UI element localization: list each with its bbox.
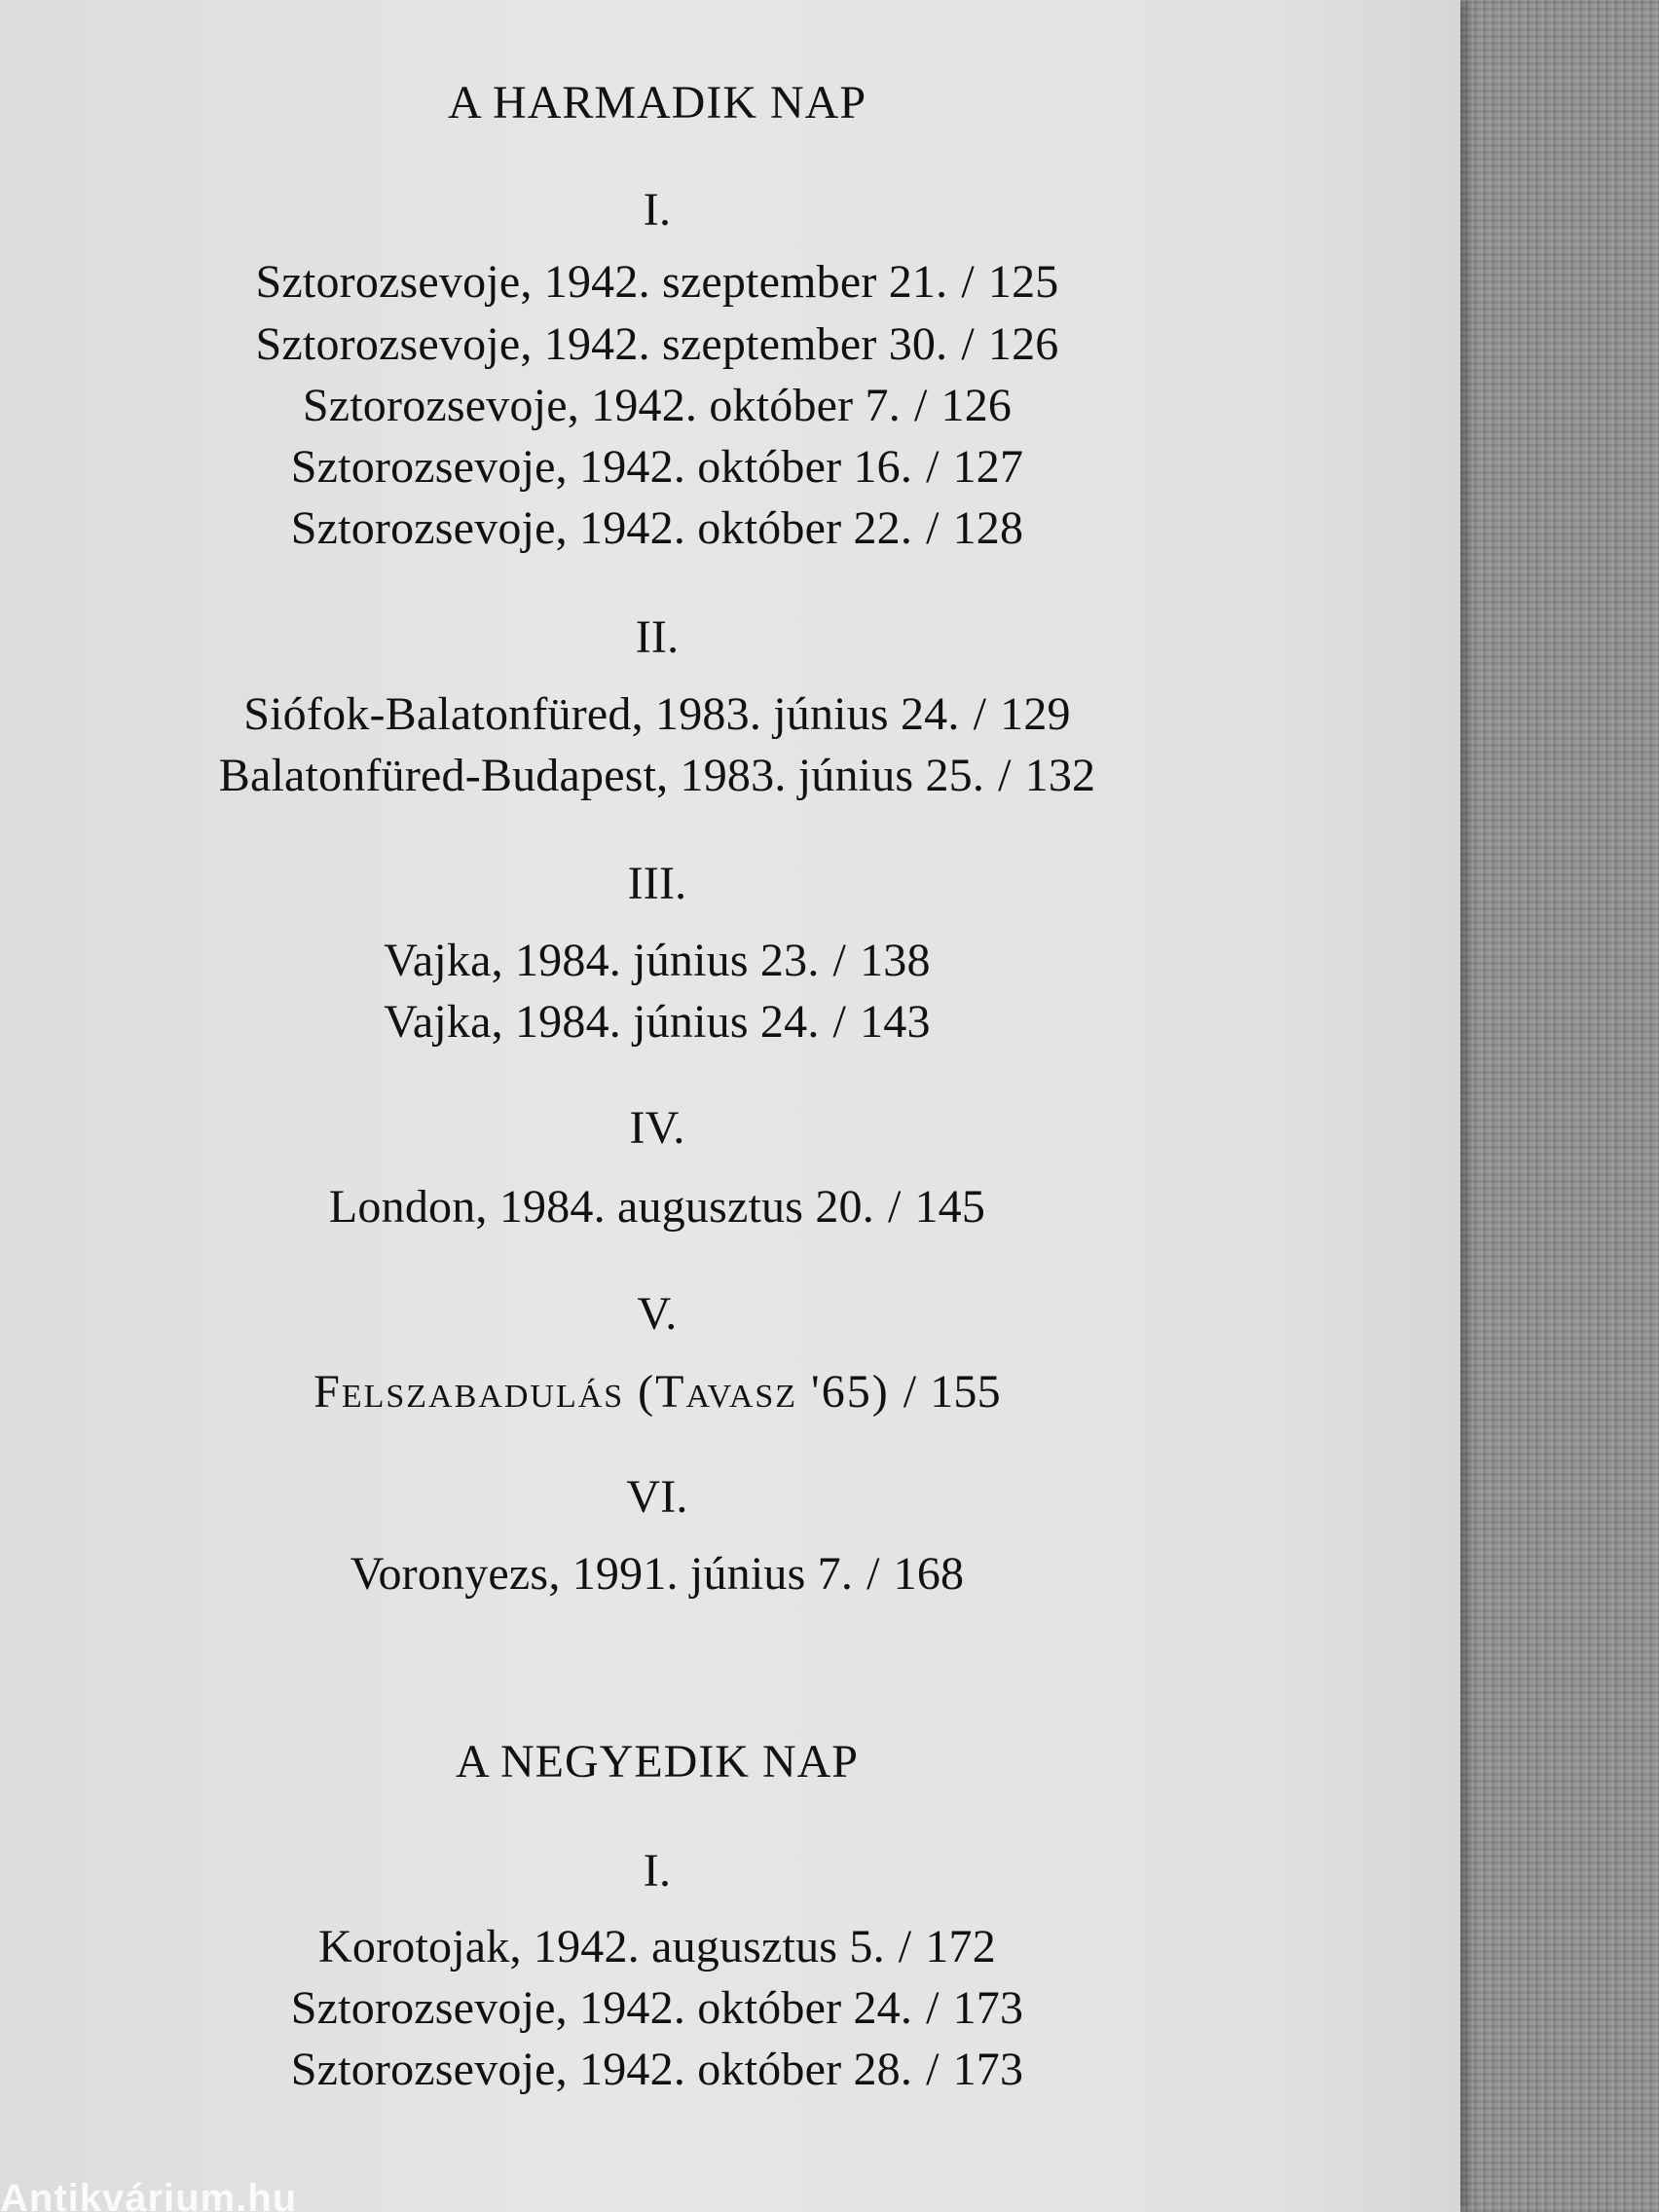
toc-entry[interactable] (0, 440, 1314, 494)
section-title-harmadik: A HARMADIK NAP (447, 77, 867, 129)
entry-text: Sztorozsevoje, 1942. október 7. (302, 380, 901, 431)
entry-page: 172 (925, 1921, 996, 1972)
entry-text: London, 1984. augusztus 20. (328, 1181, 874, 1233)
separator: / (961, 318, 975, 370)
toc-entry[interactable] (0, 934, 1314, 987)
separator: / (887, 1181, 902, 1233)
toc-entry[interactable] (0, 1180, 1314, 1234)
entry-text: Balatonfüred-Budapest, 1983. június 25. (218, 750, 985, 801)
group-iv-numeral: IV. (629, 1102, 685, 1154)
separator: / (903, 1366, 917, 1418)
toc-entry[interactable] (0, 1920, 1314, 1973)
entry-text: Felszabadulás (Tavasz '65) (313, 1366, 890, 1418)
entry-text: Sztorozsevoje, 1942. október 16. (290, 441, 913, 493)
toc-entry[interactable] (0, 749, 1314, 802)
separator: / (832, 996, 847, 1048)
entry-text: Siófok-Balatonfüred, 1983. június 24. (243, 688, 960, 740)
group-iii-numeral: III. (627, 858, 687, 909)
section-title-negyedik: A NEGYEDIK NAP (456, 1736, 859, 1788)
entry-page: 145 (914, 1181, 986, 1233)
toc-entry[interactable] (0, 1981, 1314, 2035)
entry-page: 132 (1024, 750, 1096, 801)
entry-page: 126 (940, 380, 1013, 431)
entry-page: 173 (952, 2044, 1024, 2095)
entry-page: 128 (952, 502, 1024, 554)
entry-text: Vajka, 1984. június 23. (384, 935, 820, 986)
separator: / (926, 1982, 940, 2034)
group-ii-numeral: II. (635, 611, 680, 663)
separator: / (998, 750, 1012, 801)
entry-page: 138 (860, 935, 931, 986)
entry-text: Sztorozsevoje, 1942. október 22. (290, 502, 913, 554)
separator: / (926, 441, 940, 493)
entry-page: 129 (1000, 688, 1071, 740)
entry-text: Vajka, 1984. június 24. (384, 996, 820, 1048)
group-v-numeral: V. (637, 1288, 678, 1340)
watermark-logo: Antikvárium.hu (0, 2177, 298, 2212)
toc-entry[interactable] (0, 317, 1314, 371)
group-i-numeral: I. (643, 184, 672, 236)
group-i-numeral-2: I. (643, 1845, 672, 1897)
entry-text: Voronyezs, 1991. június 7. (350, 1548, 854, 1600)
toc-entry[interactable] (0, 687, 1314, 741)
toc-entry[interactable] (0, 1365, 1314, 1419)
separator: / (898, 1921, 912, 1972)
separator: / (973, 688, 987, 740)
entry-text: Sztorozsevoje, 1942. szeptember 30. (255, 318, 948, 370)
toc-entry[interactable] (0, 2043, 1314, 2096)
entry-text: Sztorozsevoje, 1942. szeptember 21. (255, 256, 948, 308)
entry-page: 125 (987, 256, 1059, 308)
entry-text: Sztorozsevoje, 1942. október 28. (290, 2044, 913, 2095)
entry-text: Sztorozsevoje, 1942. október 24. (290, 1982, 913, 2034)
entry-page: 143 (860, 996, 931, 1048)
separator: / (913, 380, 928, 431)
entry-page: 126 (987, 318, 1059, 370)
separator: / (832, 935, 847, 986)
separator: / (961, 256, 975, 308)
entry-page: 155 (930, 1366, 1001, 1418)
toc-entry[interactable] (0, 255, 1314, 309)
entry-text: Korotojak, 1942. augusztus 5. (318, 1921, 885, 1972)
toc-entry[interactable] (0, 379, 1314, 432)
entry-page: 173 (952, 1982, 1024, 2034)
separator: / (866, 1548, 880, 1600)
entry-page: 127 (952, 441, 1024, 493)
separator: / (926, 502, 940, 554)
toc-entry[interactable] (0, 1547, 1314, 1601)
group-vi-numeral: VI. (626, 1471, 688, 1523)
entry-page: 168 (893, 1548, 965, 1600)
toc-entry[interactable] (0, 995, 1314, 1049)
toc-entry[interactable] (0, 501, 1314, 555)
separator: / (926, 2044, 940, 2095)
